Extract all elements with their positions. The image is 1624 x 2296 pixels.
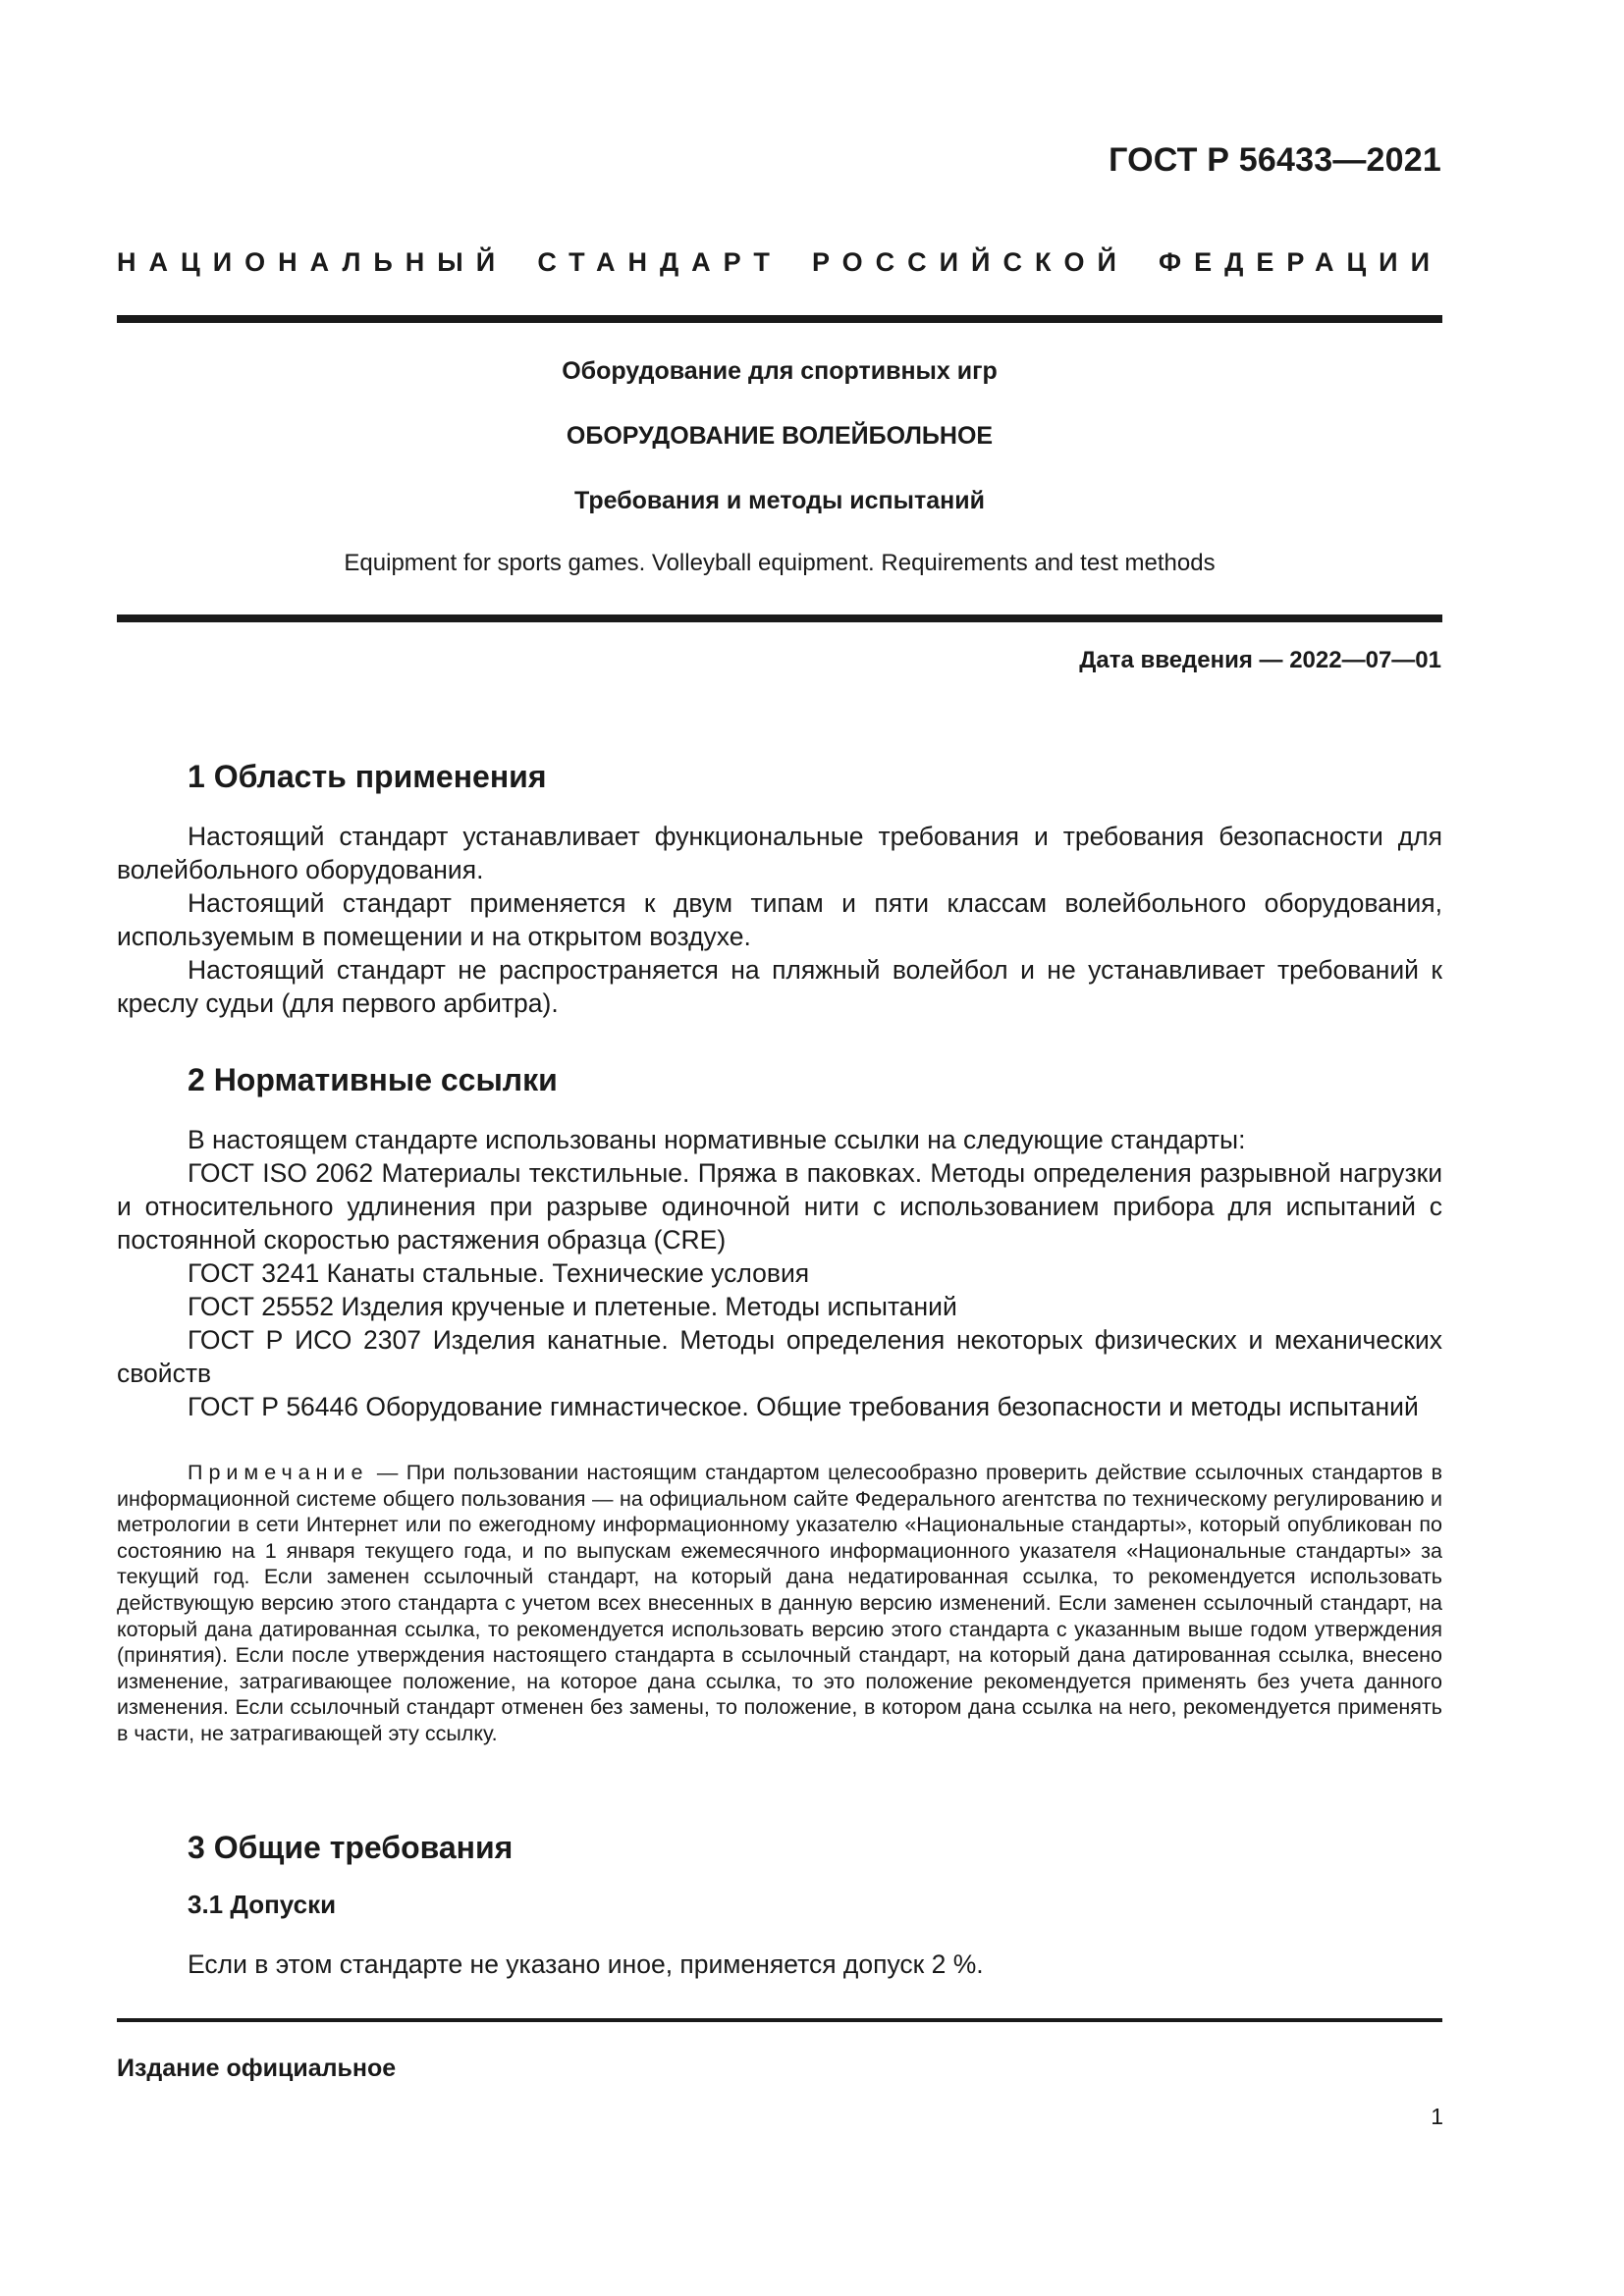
title-line-1: Оборудование для спортивных игр <box>562 357 998 385</box>
reference-gost-r-56446: ГОСТ Р 56446 Оборудование гимнастическое. Общие требования безопасности и методы испытаний <box>188 1392 1419 1421</box>
document-code: ГОСТ Р 56433—2021 <box>1109 141 1441 179</box>
national-standard-banner <box>117 247 1442 278</box>
section-1-paragraph: Настоящий стандарт применяется к двум типам и пяти классам волейбольного оборудования, используемым в помещении и на открытом воздухе. <box>117 888 1442 951</box>
section-1-paragraph: Настоящий стандарт не распространяется на пляжный волейбол и не устанавливает требований к креслу судьи (для первого арбитра). <box>117 955 1442 1018</box>
banner-word-2: СТАНДАРТ <box>537 247 783 277</box>
page-number: 1 <box>1431 2104 1443 2129</box>
top-divider <box>117 315 1442 323</box>
reference-gost-r-iso-2307: ГОСТ Р ИСО 2307 Изделия канатные. Методы определения некоторых физических и механических свойств <box>117 1325 1442 1388</box>
section-2-paragraph: В настоящем стандарте использованы нормативные ссылки на следующие стандарты: <box>188 1125 1246 1154</box>
note-block <box>117 1460 1442 1747</box>
title-line-3: Требования и методы испытаний <box>574 487 985 514</box>
section-3-heading: 3 Общие требования <box>188 1830 514 1865</box>
official-edition-label: Издание официальное <box>117 2055 397 2082</box>
section-1-heading: 1 Область применения <box>188 759 547 794</box>
bottom-divider <box>117 2018 1442 2022</box>
banner-word-1: НАЦИОНАЛЬНЫЙ <box>117 247 509 277</box>
reference-gost-25552: ГОСТ 25552 Изделия крученые и плетеные. Методы испытаний <box>188 1292 957 1321</box>
section-2-body <box>117 1123 1442 1423</box>
section-3-1-body <box>117 1948 1442 1981</box>
section-3-1-paragraph: Если в этом стандарте не указано иное, применяется допуск 2 %. <box>188 1949 984 1979</box>
section-2-heading: 2 Нормативные ссылки <box>188 1062 558 1097</box>
note-label: Примечание <box>188 1461 369 1484</box>
note-text: — При пользовании настоящим стандартом целесообразно проверить действие ссылочных стандартов в информационной системе общего пользования — на официальном сайте Федерального агентства по техническому регулированию и метрологии в сети Интернет или по ежегодному информационному указателю «Национальные стандарты», который опубликован по состоянию на 1 января текущего года, и по выпускам ежемесячного информационного указателя «Национальные стандарты» за текущий год. Если заменен ссылочный стандарт, на который дана недатированная ссылка, то рекомендуется использовать действующую версию этого стандарта с учетом всех внесенных в данную версию изменений. Если заменен ссылочный стандарт, на который дана датированная ссылка, то рекомендуется использовать версию этого стандарта с указанным выше годом утверждения (принятия). Если после утверждения настоящего стандарта в ссылочный стандарт, на который дана датированная ссылка, внесено изменение, затрагивающее положение, на которое дана ссылка, то это положение рекомендуется применять без учета данного изменения. Если ссылочный стандарт отменен без замены, то положение, в котором дана ссылка на него, рекомендуется применять в части, не затрагивающей эту ссылку. <box>117 1461 1442 1745</box>
section-1-paragraph: Настоящий стандарт устанавливает функциональные требования и требования безопасности для волейбольного оборудования. <box>117 822 1442 884</box>
banner-word-4: ФЕДЕРАЦИИ <box>1159 247 1442 277</box>
section-1-body <box>117 820 1442 1020</box>
reference-gost-iso-2062: ГОСТ ISO 2062 Материалы текстильные. Пряжа в паковках. Методы определения разрывной нагрузки и относительного удлинения при разрыве одиночной нити с использованием прибора для испытаний с постоянной скоростью растяжения образца (CRE) <box>117 1158 1442 1255</box>
introduction-date: Дата введения — 2022—07—01 <box>1079 647 1441 673</box>
title-line-2: ОБОРУДОВАНИЕ ВОЛЕЙБОЛЬНОЕ <box>566 422 994 450</box>
title-divider <box>117 614 1442 622</box>
title-english: Equipment for sports games. Volleyball equipment. Requirements and test methods <box>344 550 1216 576</box>
banner-word-3: РОССИЙСКОЙ <box>812 247 1129 277</box>
section-3-1-heading: 3.1 Допуски <box>188 1890 337 1919</box>
reference-gost-3241: ГОСТ 3241 Канаты стальные. Технические условия <box>188 1258 810 1288</box>
